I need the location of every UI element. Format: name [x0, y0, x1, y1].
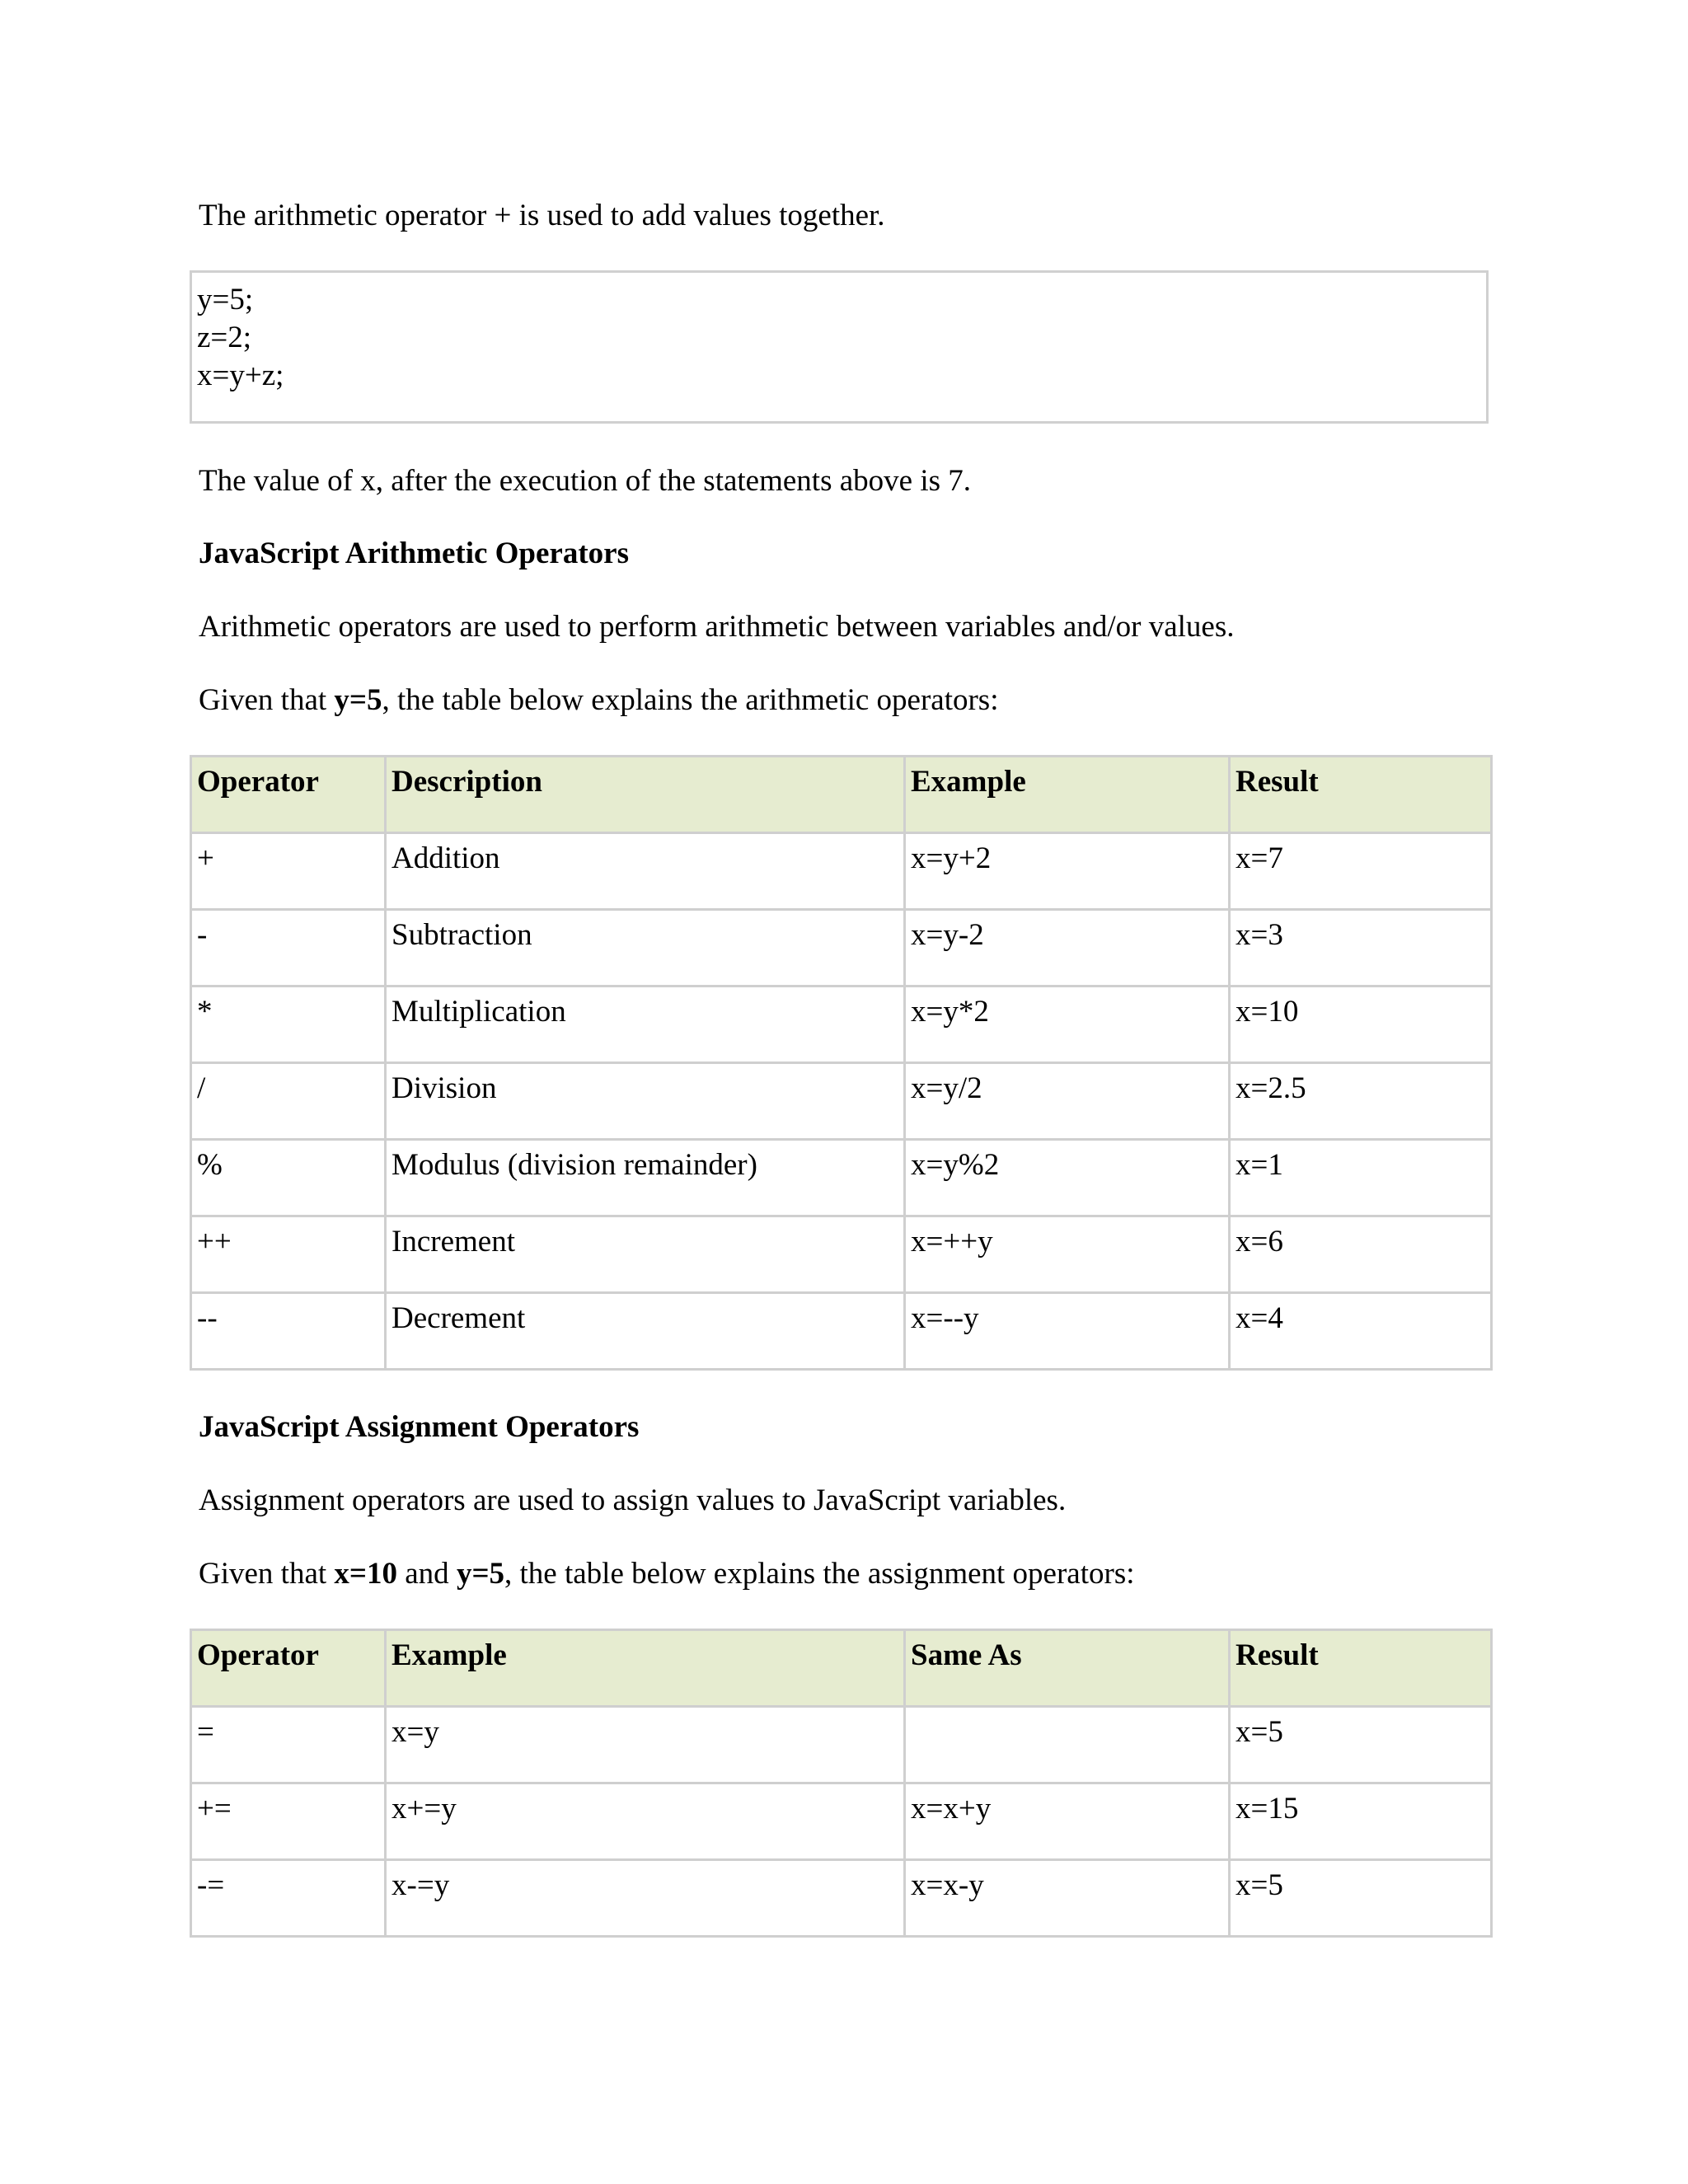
cell-example: x=++y [905, 1216, 1230, 1293]
cell-result: x=10 [1230, 987, 1492, 1063]
given-y-value: y=5 [334, 683, 382, 717]
cell-example: x-=y [386, 1860, 905, 1937]
given-pre: Given that [199, 1557, 335, 1591]
given-post: , the table below explains the arithmetic operators: [382, 683, 999, 717]
cell-operator: ++ [191, 1216, 386, 1293]
table-row [191, 1860, 1492, 1937]
header-description: Description [386, 757, 905, 833]
cell-result: x=6 [1230, 1216, 1492, 1293]
cell-example: x=y/2 [905, 1063, 1230, 1140]
header-result: Result [1230, 1630, 1492, 1707]
cell-result: x=5 [1230, 1860, 1492, 1937]
cell-example: x=y%2 [905, 1140, 1230, 1216]
cell-operator: * [191, 987, 386, 1063]
table-row [191, 910, 1492, 987]
cell-operator: -= [191, 1860, 386, 1937]
cell-result: x=2.5 [1230, 1063, 1492, 1140]
assignment-heading: JavaScript Assignment Operators [199, 1410, 640, 1444]
cell-example: x+=y [386, 1783, 905, 1860]
cell-description: Division [386, 1063, 905, 1140]
cell-description: Modulus (division remainder) [386, 1140, 905, 1216]
table-header-row [191, 757, 1492, 833]
cell-same-as: x=x+y [905, 1783, 1230, 1860]
header-example: Example [905, 757, 1230, 833]
cell-result: x=4 [1230, 1293, 1492, 1370]
cell-example: x=--y [905, 1293, 1230, 1370]
code-line: z=2; [197, 321, 252, 354]
cell-description: Addition [386, 833, 905, 910]
code-line: x=y+z; [197, 359, 284, 392]
value-note-paragraph: The value of x, after the execution of the statements above is 7. [199, 464, 971, 498]
table-row [191, 1140, 1492, 1216]
cell-operator: + [191, 833, 386, 910]
table-row [191, 1783, 1492, 1860]
cell-operator: = [191, 1707, 386, 1783]
code-example-box [190, 270, 1489, 424]
given-mid: and [397, 1557, 457, 1591]
cell-same-as [905, 1707, 1230, 1783]
arithmetic-given-text [199, 682, 998, 719]
header-same-as: Same As [905, 1630, 1230, 1707]
cell-operator: += [191, 1783, 386, 1860]
table-row [191, 987, 1492, 1063]
given-pre: Given that [199, 683, 335, 717]
header-example: Example [386, 1630, 905, 1707]
assignment-given-text [199, 1556, 1135, 1592]
cell-result: x=1 [1230, 1140, 1492, 1216]
arithmetic-description: Arithmetic operators are used to perform arithmetic between variables and/or values. [199, 610, 1235, 644]
cell-example: x=y*2 [905, 987, 1230, 1063]
assignment-description: Assignment operators are used to assign values to JavaScript variables. [199, 1483, 1067, 1517]
cell-operator: / [191, 1063, 386, 1140]
cell-result: x=3 [1230, 910, 1492, 987]
cell-operator: % [191, 1140, 386, 1216]
cell-result: x=15 [1230, 1783, 1492, 1860]
code-line: y=5; [197, 283, 254, 316]
header-result: Result [1230, 757, 1492, 833]
cell-operator: - [191, 910, 386, 987]
cell-operator: -- [191, 1293, 386, 1370]
cell-example: x=y+2 [905, 833, 1230, 910]
table-header-row [191, 1630, 1492, 1707]
cell-result: x=5 [1230, 1707, 1492, 1783]
cell-description: Subtraction [386, 910, 905, 987]
given-y-value: y=5 [456, 1557, 505, 1591]
arithmetic-operators-table [190, 755, 1493, 1371]
intro-paragraph: The arithmetic operator + is used to add values together. [199, 199, 885, 232]
cell-example: x=y-2 [905, 910, 1230, 987]
header-operator: Operator [191, 1630, 386, 1707]
table-row [191, 833, 1492, 910]
given-post: , the table below explains the assignment operators: [504, 1557, 1135, 1591]
assignment-operators-table [190, 1629, 1493, 1938]
table-row [191, 1707, 1492, 1783]
table-row [191, 1293, 1492, 1370]
table-row [191, 1216, 1492, 1293]
cell-description: Multiplication [386, 987, 905, 1063]
arithmetic-heading: JavaScript Arithmetic Operators [199, 537, 629, 570]
cell-same-as: x=x-y [905, 1860, 1230, 1937]
given-x-value: x=10 [334, 1557, 397, 1591]
cell-result: x=7 [1230, 833, 1492, 910]
table-row [191, 1063, 1492, 1140]
cell-example: x=y [386, 1707, 905, 1783]
header-operator: Operator [191, 757, 386, 833]
cell-description: Increment [386, 1216, 905, 1293]
cell-description: Decrement [386, 1293, 905, 1370]
